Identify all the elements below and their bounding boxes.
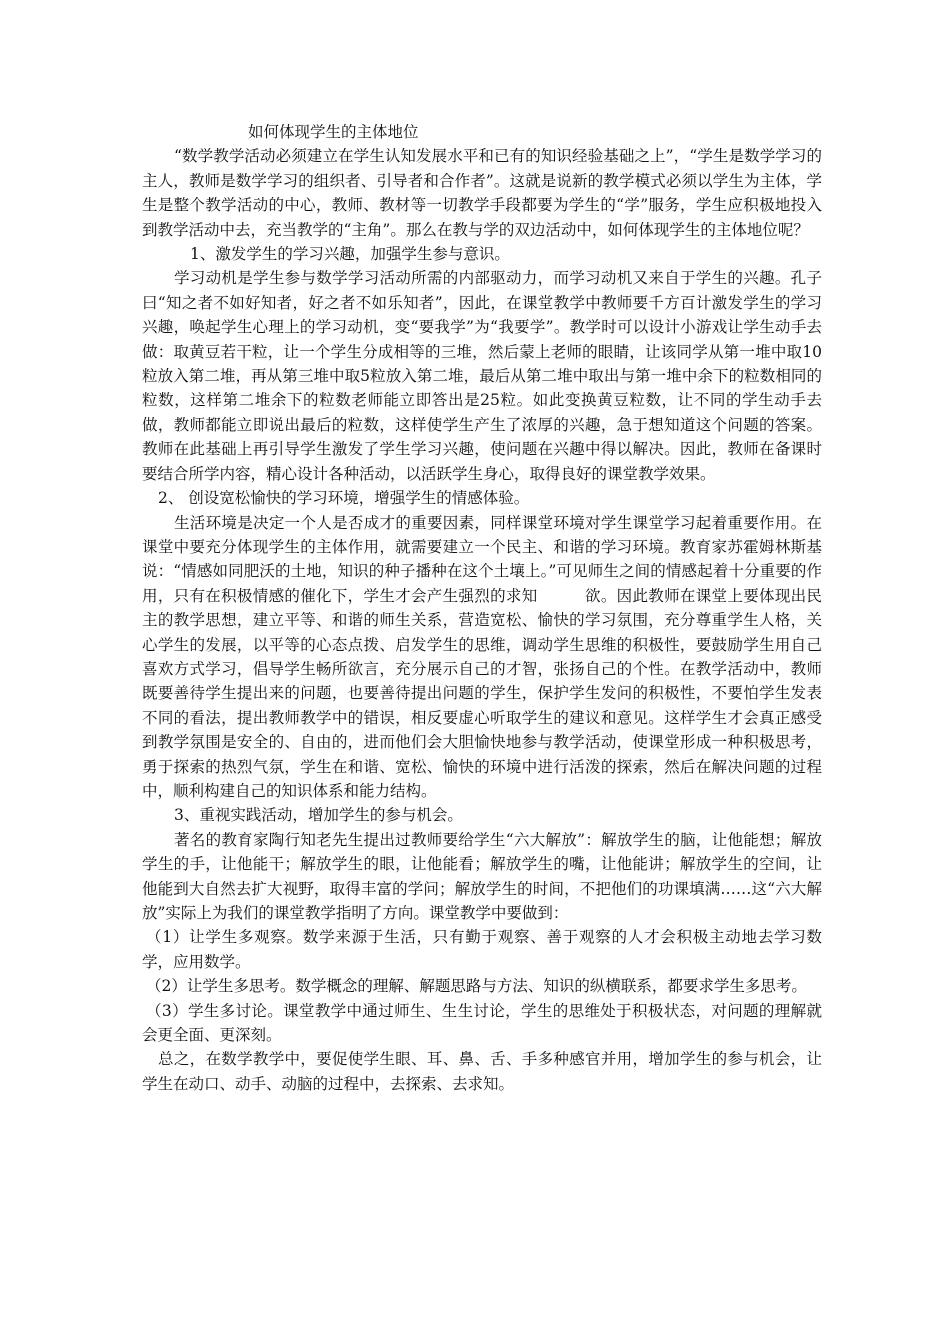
section-heading-3: 3、重视实践活动，增加学生的参与机会。 [174, 806, 463, 825]
section-heading-1: 1、激发学生的学习兴趣，加强学生参与意识。 [190, 245, 510, 264]
conclusion-paragraph: 总之，在数学教学中，要促使学生眼、耳、鼻、舌、手多种感官并用，增加学生的参与机会，让学生在动口、动手、动脑的过程中，去探索、去求知。 [142, 1050, 822, 1093]
list-item-think: （2）让学生多思考。数学概念的理解、解题思路与方法、知识的纵横联系，都要求学生多思考。 [146, 977, 807, 996]
section-2-paragraph: 生活环境是决定一个人是否成才的重要因素，同样课堂环境对学生课堂学习起着重要作用。在课堂中要充分体现学生的主体作用，就需要建立一个民主、和谐的学习环境。教育家苏霍姆林斯基说：“情感如同肥沃的土地，知识的种子播种在这个土壤上。”可见师生之间的情感起着十分重要的作用，只有在积极情感的催化下，学生才会产生强烈的求知 欲。因此教师在课堂上要体现出民主的教学思想，建立平等、和谐的师生关系，营造宽松、愉快的学习氛围，充分尊重学生人格，关心学生的发展，以平等的心态点拨、启发学生的思维，调动学生思维的积极性，要鼓励学生用自己喜欢方式学习，倡导学生畅所欲言，充分展示自己的才智，张扬自己的个性。在教学活动中，教师既要善待学生提出来的问题，也要善待提出问题的学生，保护学生发问的积极性，不要怕学生发表不同的看法，提出教师教学中的错误，相反要虚心听取学生的建议和意见。这样学生才会真正感受到教学氛围是安全的、自由的，进而他们会大胆愉快地参与教学活动，使课堂形成一种积极思考，勇于探索的热烈气氛，学生在和谐、宽松、愉快的环境中进行活泼的探索，然后在解决问题的过程中，顺利构建自己的知识体系和能力结构。 [142, 513, 822, 800]
section-1-paragraph: 学习动机是学生参与数学学习活动所需的内部驱动力，而学习动机又来自于学生的兴趣。孔子曰“知之者不如好知者，好之者不如乐知者”，因此，在课堂教学中教师要千方百计激发学生的学习兴趣，唤起学生心理上的学习动机，变“要我学”为“我要学”。教学时可以设计小游戏让学生动手去做：取黄豆若干粒，让一个学生分成相等的三堆，然后蒙上老师的眼睛，让该同学从第一堆中取10粒放入第二堆，再从第三堆中取5粒放入第二堆，最后从第二堆中取出与第一堆中余下的粒数相同的粒数，这样第二堆余下的粒数老师能立即答出是25粒。如此变换黄豆粒数，让不同的学生动手去做，教师都能立即说出最后的粒数，这样使学生产生了浓厚的兴趣，急于想知道这个问题的答案。教师在此基础上再引导学生激发了学生学习兴趣，使问题在兴趣中得以解决。因此，教师在备课时要结合所学内容，精心设计各种活动，以活跃学生身心，取得良好的课堂教学效果。 [142, 269, 822, 483]
document-title: 如何体现学生的主体地位 [248, 123, 419, 141]
intro-paragraph: “数学教学活动必须建立在学生认知发展水平和已有的知识经验基础之上”，“学生是数学学习的主人，教师是数学学习的组织者、引导者和合作者”。这就是说新的教学模式必须以学生为主体，学生是整个教学活动的中心，教师、教材等一切教学手段都要为学生的“学”服务，学生应积极地投入到教学活动中去，充当教学的“主角”。那么在教与学的双边活动中，如何体现学生的主体地位呢？ [142, 147, 822, 239]
list-item-discuss: （3）学生多讨论。课堂教学中通过师生、生生讨论，学生的思维处于积极状态，对问题的理解就会更全面、更深刻。 [142, 1001, 822, 1045]
section-heading-2: 2、 创设宽松愉快的学习环境，增强学生的情感体验。 [158, 489, 530, 508]
list-item-observe: （1）让学生多观察。数学来源于生活，只有勤于观察、善于观察的人才会积极主动地去学习数学，应用数学。 [142, 928, 822, 971]
document-page [142, 120, 822, 1096]
section-3-paragraph: 著名的教育家陶行知老先生提出过教师要给学生“六大解放”：解放学生的脑，让他能想；解放学生的手，让他能干；解放学生的眼，让他能看；解放学生的嘴，让他能讲；解放学生的空间，让他能到大自然去扩大视野，取得丰富的学问；解放学生的时间，不把他们的功课填满……这“六大解放”实际上为我们的课堂教学指明了方向。课堂教学中要做到： [142, 830, 822, 922]
